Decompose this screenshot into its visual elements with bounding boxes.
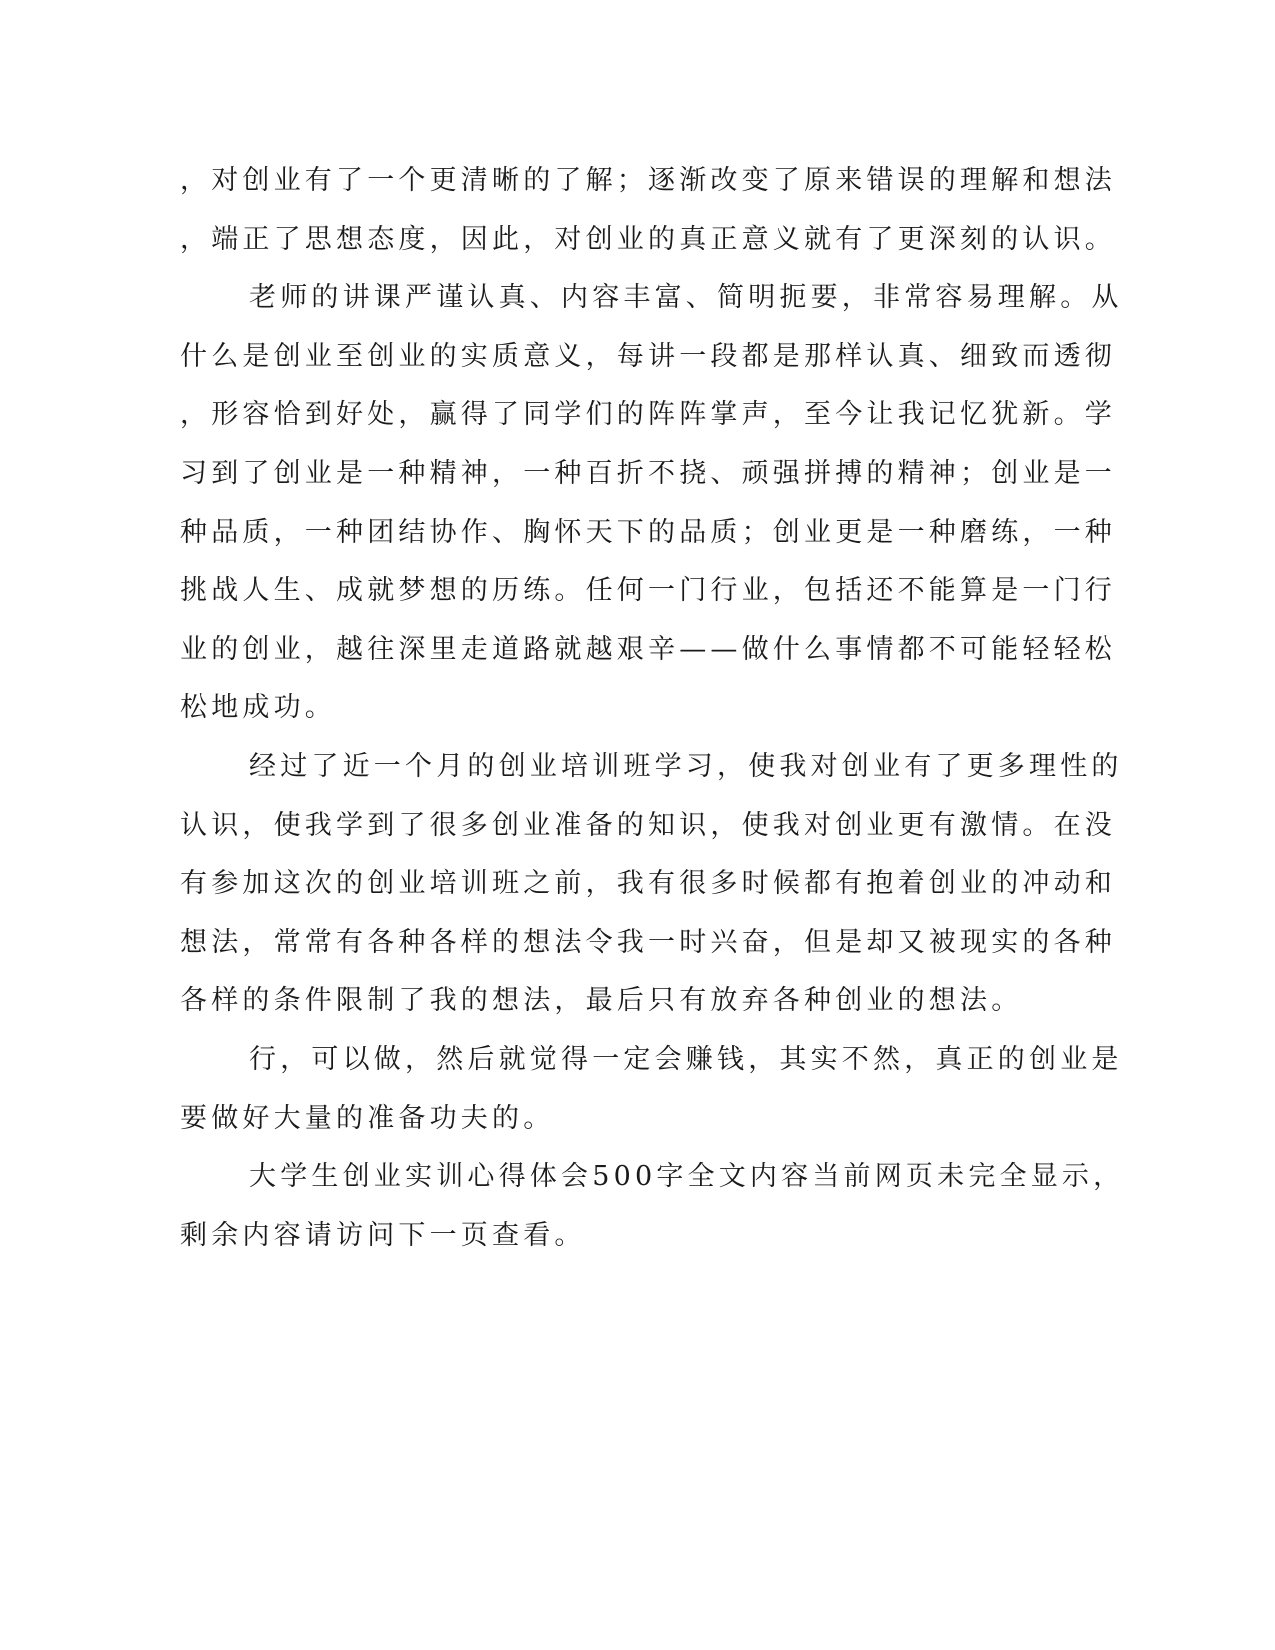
text-line: 有参加这次的创业培训班之前，我有很多时候都有抱着创业的冲动和 — [180, 868, 1116, 900]
text-line: 想法，常常有各种各样的想法令我一时兴奋，但是却又被现实的各种 — [180, 926, 1116, 958]
paragraph-1 — [180, 152, 1116, 269]
text-line: 各样的条件限制了我的想法，最后只有放弃各种创业的想法。 — [180, 985, 1023, 1017]
text-line: ，对创业有了一个更清晰的了解；逐渐改变了原来错误的理解和想法 — [180, 165, 1116, 196]
text-line: 什么是创业至创业的实质意义，每讲一段都是那样认真、细致而透彻 — [180, 340, 1116, 372]
text-line: 大学生创业实训心得体会500字全文内容当前网页未完全显示， — [249, 1161, 1125, 1193]
text-line: ，形容恰到好处，赢得了同学们的阵阵掌声，至今让我记忆犹新。学 — [180, 399, 1116, 431]
paragraph-4 — [180, 1031, 1123, 1148]
text-line: ，端正了思想态度，因此，对创业的真正意义就有了更深刻的认识。 — [180, 223, 1116, 255]
text-line: 要做好大量的准备功夫的。 — [180, 1102, 555, 1134]
text-line: 剩余内容请访问下一页查看。 — [180, 1219, 586, 1251]
text-line: 老师的讲课严谨认真、内容丰富、简明扼要，非常容易理解。从 — [249, 282, 1123, 314]
text-line: 行，可以做，然后就觉得一定会赚钱，其实不然，真正的创业是 — [249, 1043, 1123, 1075]
paragraph-5 — [180, 1148, 1125, 1265]
text-line: 认识，使我学到了很多创业准备的知识，使我对创业更有激情。在没 — [180, 809, 1116, 841]
text-line: 经过了近一个月的创业培训班学习，使我对创业有了更多理性的 — [249, 750, 1123, 782]
text-line: 习到了创业是一种精神，一种百折不挠、顽强拼搏的精神；创业是一 — [180, 457, 1116, 489]
paragraph-2 — [180, 269, 1123, 738]
text-line: 业的创业，越往深里走道路就越艰辛——做什么事情都不可能轻轻松 — [180, 633, 1116, 665]
paragraph-3 — [180, 738, 1123, 1031]
text-line: 种品质，一种团结协作、胸怀天下的品质；创业更是一种磨练，一种 — [180, 516, 1116, 548]
document-page — [180, 152, 1125, 1265]
text-line: 挑战人生、成就梦想的历练。任何一门行业，包括还不能算是一门行 — [180, 575, 1116, 607]
text-line: 松地成功。 — [180, 692, 336, 724]
